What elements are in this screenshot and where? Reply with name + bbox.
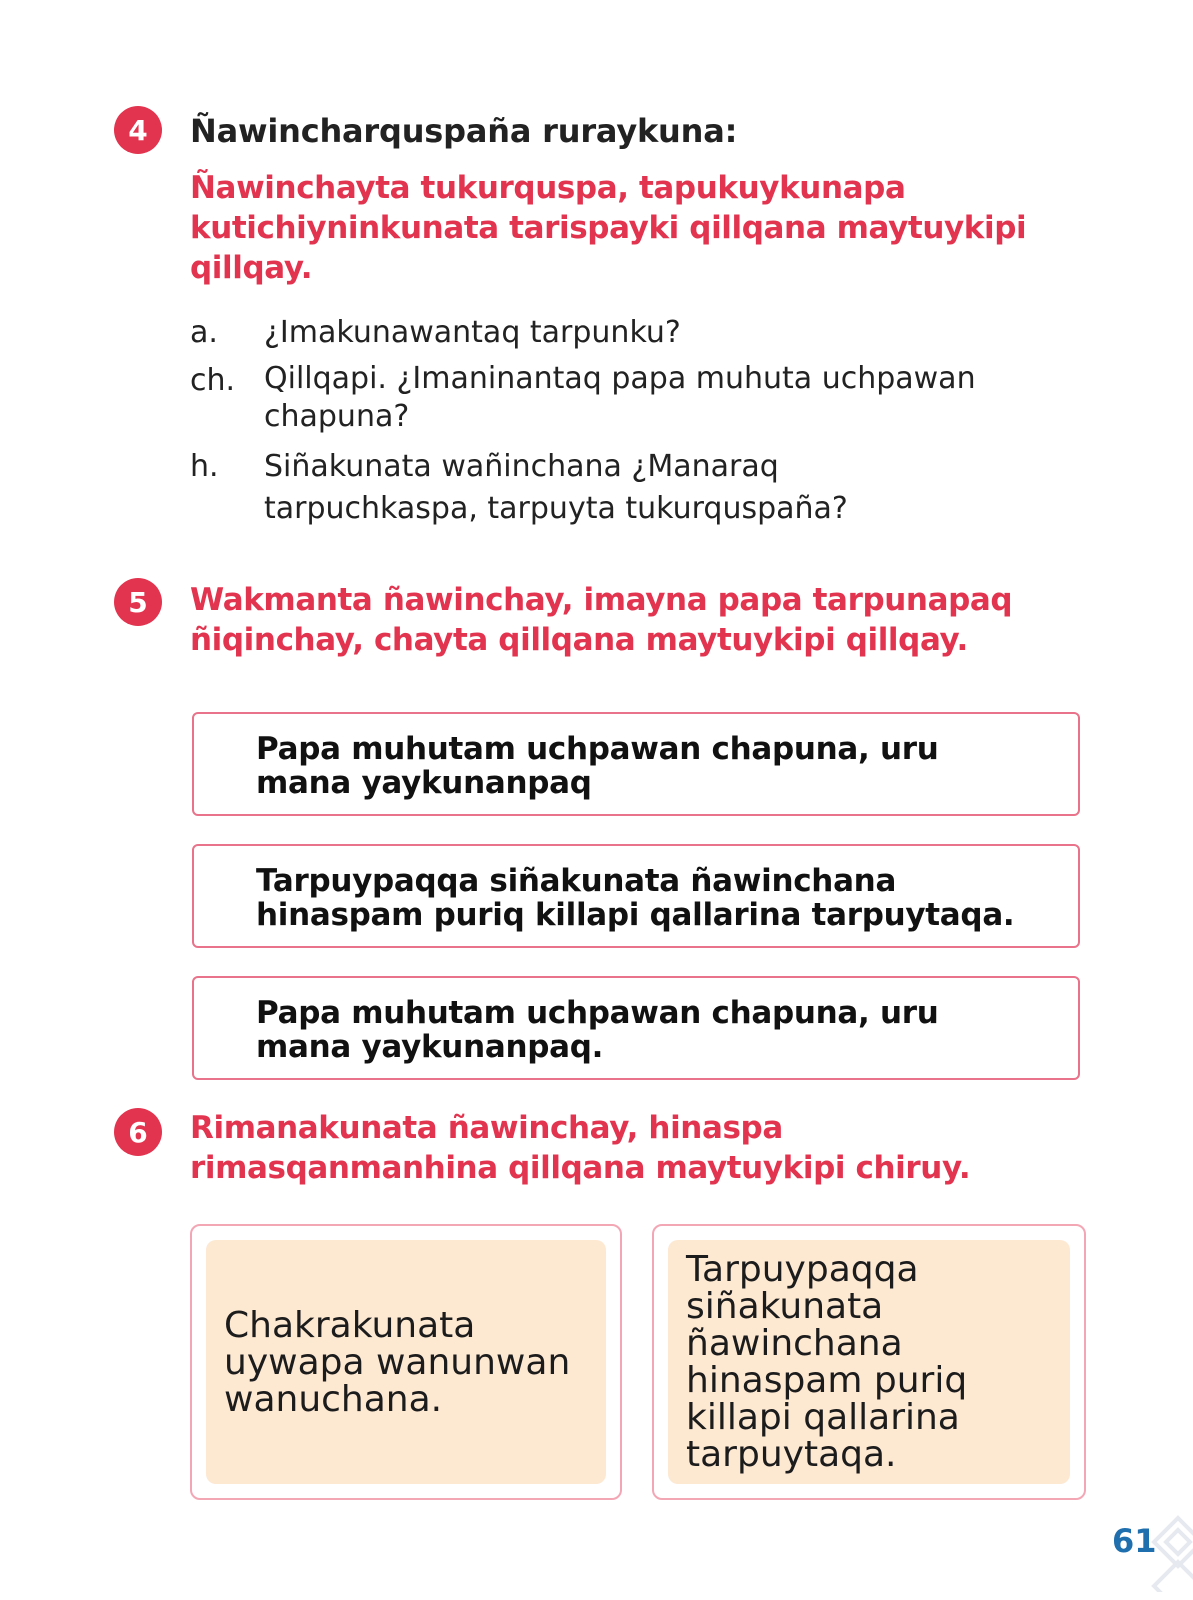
answer-box-3 <box>192 976 1080 1080</box>
question-item <box>190 446 910 530</box>
section-5-number-badge: 5 <box>114 578 162 626</box>
question-letter: ch. <box>190 363 236 398</box>
question-item <box>190 360 1090 436</box>
section-6-number-badge: 6 <box>114 1108 162 1156</box>
question-list <box>190 312 1090 536</box>
answer-box-2 <box>192 844 1080 948</box>
question-text: Qillqapi. ¿Imaninantaq papa muhuta uchpawan chapuna? <box>264 361 976 434</box>
answer-text: Papa muhutam uchpawan chapuna, uru mana yaykunanpaq. <box>256 995 939 1065</box>
question-item <box>190 312 1090 354</box>
question-text: Siñakunata wañinchana ¿Manaraq tarpuchkaspa, tarpuyta tukurquspaña? <box>264 449 848 526</box>
question-text: ¿Imakunawantaq tarpunku? <box>264 315 681 350</box>
section-4-number-badge: 4 <box>114 106 162 154</box>
sentence-card-1 <box>190 1224 622 1500</box>
section-5-instruction: Wakmanta ñawinchay, imayna papa tarpunapaq ñiqinchay, chayta qillqana maytuykipi qillqay. <box>190 582 1013 658</box>
answer-text: Tarpuypaqqa siñakunata ñawinchana hinaspam puriq killapi qallarina tarpuytaqa. <box>256 863 1015 933</box>
sentence-card-text: Chakrakunata uywapa wanunwan wanuchana. <box>224 1304 571 1420</box>
section-4-instruction: Ñawinchayta tukurquspa, tapukuykunapa kutichiyninkunata tarispayki qillqana maytuykipi qillqay. <box>190 170 1027 286</box>
answer-box-1 <box>192 712 1080 816</box>
page-number: 61 <box>1112 1522 1157 1560</box>
sentence-card-fill <box>668 1240 1070 1484</box>
diamond-pattern-icon <box>1148 1512 1193 1592</box>
answer-text: Papa muhutam uchpawan chapuna, uru mana yaykunanpaq <box>256 731 939 801</box>
sentence-card-fill <box>206 1240 606 1484</box>
question-letter: a. <box>190 315 218 350</box>
sentence-card-text: Tarpuypaqqa siñakunata ñawinchana hinaspam puriq killapi qallarina tarpuytaqa. <box>686 1249 968 1475</box>
sentence-card-2 <box>652 1224 1086 1500</box>
section-6-instruction: Rimanakunata ñawinchay, hinaspa rimasqanmanhina qillqana maytuykipi chiruy. <box>190 1110 971 1186</box>
question-letter: h. <box>190 449 219 484</box>
section-4-heading: Ñawincharquspaña ruraykuna: <box>190 112 738 150</box>
